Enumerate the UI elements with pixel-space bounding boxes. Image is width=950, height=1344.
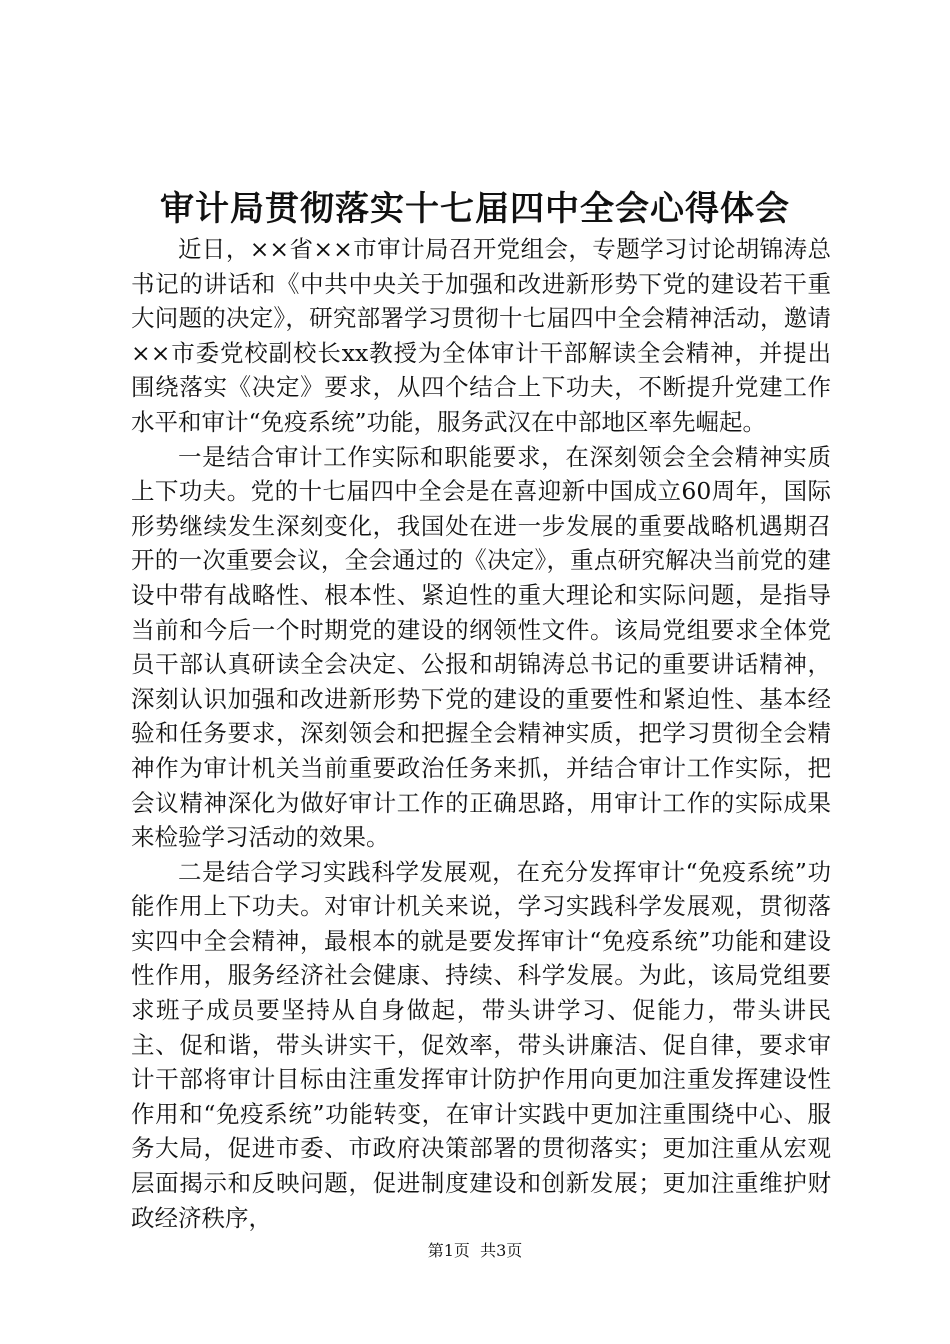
page-number-label: 第1页 共3页 bbox=[427, 1241, 523, 1260]
document-body bbox=[131, 232, 831, 1235]
document-title: 审计局贯彻落实十七届四中全会心得体会 bbox=[160, 189, 790, 229]
paragraph-intro: 近日，××省××市审计局召开党组会，专题学习讨论胡锦涛总书记的讲话和《中共中央关于加强和改进新形势下党的建设若干重大问题的决定》，研究部署学习贯彻十七届四中全会精神活动，邀请××市委党校副校长xx教授为全体审计干部解读全会精神，并提出围绕落实《决定》要求，从四个结合上下功夫，不断提升党建工作水平和审计“免疫系统”功能，服务武汉在中部地区率先崛起。 bbox=[131, 235, 831, 436]
page-footer bbox=[0, 1240, 950, 1262]
paragraph-point-one: 一是结合审计工作实际和职能要求，在深刻领会全会精神实质上下功夫。党的十七届四中全会是在喜迎新中国成立60周年，国际形势继续发生深刻变化，我国处在进一步发展的重要战略机遇期召开的一次重要会议，全会通过的《决定》，重点研究解决当前党的建设中带有战略性、根本性、紧迫性的重大理论和实际问题，是指导当前和今后一个时期党的建设的纲领性文件。该局党组要求全体党员干部认真研读全会决定、公报和胡锦涛总书记的重要讲话精神，深刻认识加强和改进新形势下党的建设的重要性和紧迫性、基本经验和任务要求，深刻领会和把握全会精神实质，把学习贯彻全会精神作为审计机关当前重要政治任务来抓，并结合审计工作实际，把会议精神深化为做好审计工作的正确思路，用审计工作的实际成果来检验学习活动的效果。 bbox=[131, 442, 831, 852]
paragraph-point-two: 二是结合学习实践科学发展观，在充分发挥审计“免疫系统”功能作用上下功夫。对审计机关来说，学习实践科学发展观，贯彻落实四中全会精神，最根本的就是要发挥审计“免疫系统”功能和建设性作用，服务经济社会健康、持续、科学发展。为此，该局党组要求班子成员要坚持从自身做起，带头讲学习、促能力，带头讲民主、促和谐，带头讲实干，促效率，带头讲廉洁、促自律，要求审计干部将审计目标由注重发挥审计防护作用向更加注重发挥建设性作用和“免疫系统”功能转变，在审计实践中更加注重围绕中心、服务大局，促进市委、市政府决策部署的贯彻落实；更加注重从宏观层面揭示和反映问题，促进制度建设和创新发展；更加注重维护财政经济秩序， bbox=[131, 857, 831, 1232]
